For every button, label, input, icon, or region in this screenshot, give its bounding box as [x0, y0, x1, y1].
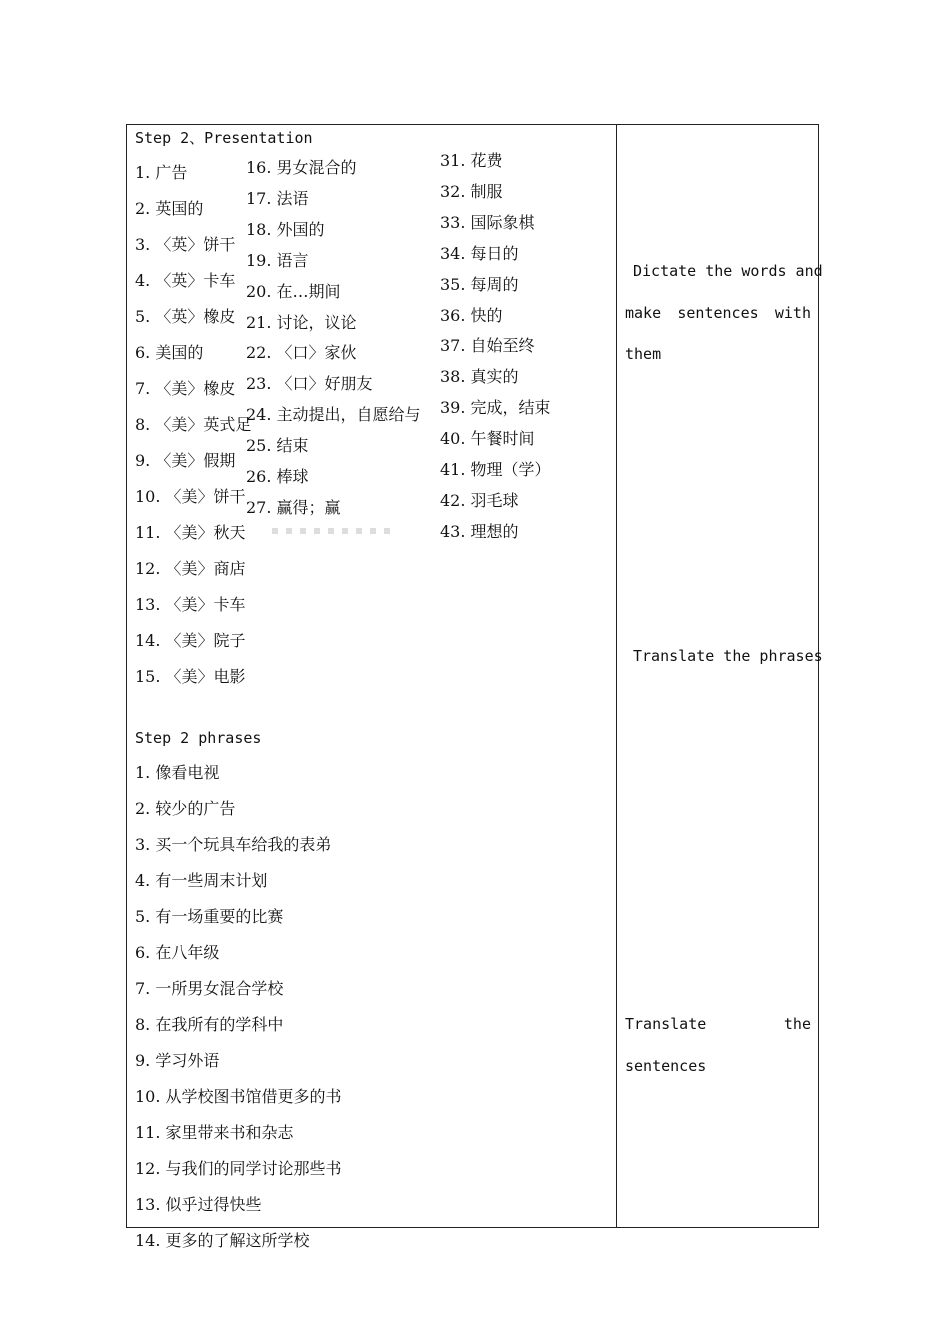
list-item: 2. 较少的广告 [135, 799, 236, 818]
list-item: 38. 真实的 [440, 367, 519, 387]
list-item: 18. 外国的 [246, 219, 325, 239]
list-item: 21. 讨论，议论 [246, 312, 357, 332]
note-word: the [783, 1015, 811, 1033]
list-item: 32. 制服 [440, 181, 503, 201]
list-item: 8. 〈美〉英式足 [135, 415, 252, 434]
list-item: 2. 英国的 [135, 199, 204, 218]
list-item: 27. 赢得；赢 [246, 497, 341, 517]
phrases-heading: Step 2 phrases [135, 729, 262, 747]
list-item: 6. 在八年级 [135, 943, 220, 962]
list-item: 9. 〈美〉假期 [135, 451, 236, 470]
faded-text [272, 528, 392, 534]
note-dictate-line1: Dictate the words and [633, 262, 823, 280]
list-item: 19. 语言 [246, 250, 309, 270]
note-dictate-line2 [625, 303, 811, 323]
list-item: 10. 〈美〉饼干 [135, 487, 246, 506]
note-word: with [774, 304, 811, 322]
list-item: 3. 〈英〉饼干 [135, 235, 236, 254]
list-item: 10. 从学校图书馆借更多的书 [135, 1087, 342, 1106]
note-dictate-line3: them [625, 345, 662, 363]
list-item: 7. 〈美〉橡皮 [135, 379, 236, 398]
list-item: 36. 快的 [440, 305, 503, 325]
list-item: 43. 理想的 [440, 521, 519, 541]
list-item: 16. 男女混合的 [246, 158, 357, 177]
section-heading: Step 2、Presentation [135, 129, 313, 147]
note-translate-sentences-line2: sentences [625, 1057, 707, 1075]
list-item: 35. 每周的 [440, 274, 519, 294]
list-item: 39. 完成，结束 [440, 398, 551, 418]
list-item: 3. 买一个玩具车给我的表弟 [135, 835, 332, 854]
list-item: 5. 〈英〉橡皮 [135, 307, 236, 326]
list-item: 24. 主动提出，自愿给与 [246, 405, 421, 425]
list-item: 13. 似乎过得快些 [135, 1195, 262, 1214]
list-item: 5. 有一场重要的比赛 [135, 907, 284, 926]
note-word: make [625, 304, 662, 322]
list-item: 37. 自始至终 [440, 336, 535, 356]
list-item: 9. 学习外语 [135, 1051, 220, 1070]
list-item: 11. 〈美〉秋天 [135, 523, 246, 542]
list-item: 40. 午餐时间 [440, 429, 535, 449]
list-item: 25. 结束 [246, 436, 309, 456]
list-item: 12. 与我们的同学讨论那些书 [135, 1159, 342, 1178]
list-item: 1. 广告 [135, 163, 188, 182]
list-item: 42. 羽毛球 [440, 490, 519, 510]
list-item: 22. 〈口〉家伙 [246, 343, 357, 363]
list-item: 13. 〈美〉卡车 [135, 595, 246, 614]
list-item: 12. 〈美〉商店 [135, 559, 246, 578]
list-item: 6. 美国的 [135, 343, 204, 362]
list-item: 14. 〈美〉院子 [135, 631, 246, 650]
list-item: 11. 家里带来书和杂志 [135, 1123, 294, 1142]
note-translate-sentences-line1 [625, 1014, 811, 1034]
list-item: 23. 〈口〉好朋友 [246, 374, 373, 394]
column-divider [616, 124, 617, 1228]
list-item: 15. 〈美〉电影 [135, 667, 246, 686]
list-item: 20. 在…期间 [246, 281, 341, 301]
note-translate-phrases: Translate the phrases [633, 647, 823, 665]
note-word: Translate [625, 1015, 707, 1033]
list-item: 14. 更多的了解这所学校 [135, 1231, 310, 1250]
list-item: 26. 棒球 [246, 467, 309, 486]
list-item: 7. 一所男女混合学校 [135, 979, 284, 998]
list-item: 4. 有一些周末计划 [135, 871, 268, 890]
list-item: 4. 〈英〉卡车 [135, 271, 236, 290]
list-item: 33. 国际象棋 [440, 212, 535, 232]
list-item: 8. 在我所有的学科中 [135, 1015, 284, 1034]
list-item: 41. 物理（学） [440, 460, 551, 479]
list-item: 31. 花费 [440, 151, 503, 170]
list-item: 34. 每日的 [440, 243, 519, 263]
list-item: 17. 法语 [246, 188, 309, 208]
list-item: 1. 像看电视 [135, 763, 220, 782]
note-word: sentences [677, 304, 759, 322]
